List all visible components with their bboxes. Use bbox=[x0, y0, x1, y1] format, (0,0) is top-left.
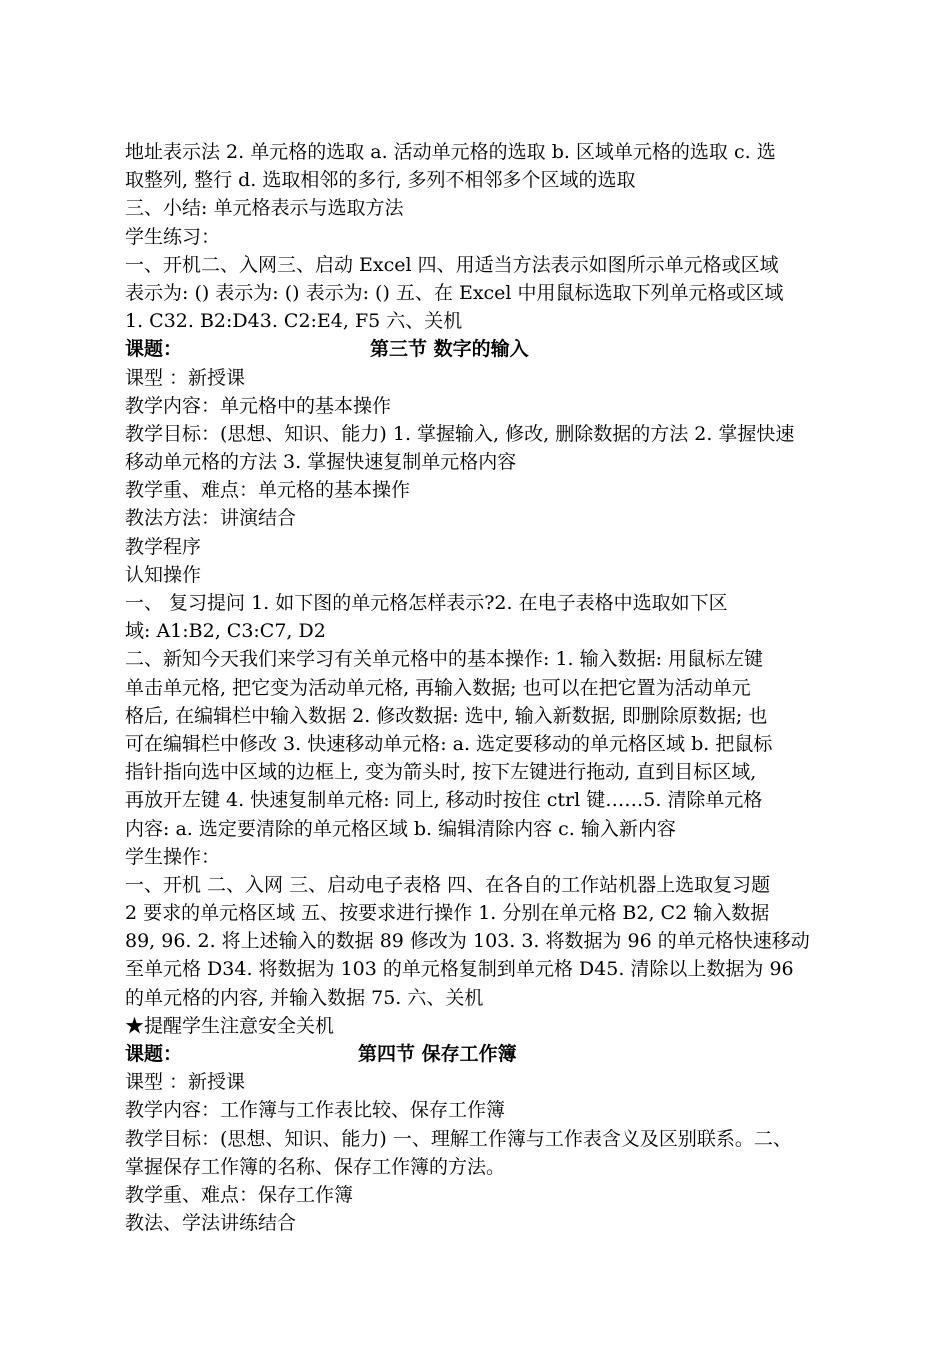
teaching-content-line: 教学内容：工作簿与工作表比较、保存工作簿 bbox=[125, 1099, 506, 1122]
text-line: 一、 复习提问 1. 如下图的单元格怎样表示?2. 在电子表格中选取如下区 bbox=[125, 592, 728, 614]
safety-reminder-line: ★提醒学生注意安全关机 bbox=[125, 1014, 335, 1037]
text-line: 至单元格 D34. 将数据为 103 的单元格复制到单元格 D45. 清除以上数据为 96 bbox=[125, 958, 794, 981]
text-line: 的单元格的内容, 并输入数据 75. 六、关机 bbox=[125, 986, 484, 1009]
teaching-goal-line: 教学目标：(思想、知识、能力) 1. 掌握输入, 修改, 删除数据的方法 2. 掌握快速 bbox=[125, 422, 795, 445]
text-line: 掌握保存工作簿的名称、保存工作簿的方法。 bbox=[125, 1155, 506, 1178]
text-line: 二、新知今天我们来学习有关单元格中的基本操作: 1. 输入数据: 用鼠标左键 bbox=[125, 648, 764, 671]
student-practice-label: 学生练习： bbox=[125, 225, 221, 248]
text-line: 可在编辑栏中修改 3. 快速移动单元格: a. 选定要移动的单元格区域 b. 把鼠标 bbox=[125, 732, 773, 755]
text-line: 单击单元格, 把它变为活动单元格, 再输入数据; 也可以在把它置为活动单元 bbox=[125, 676, 751, 699]
key-points-line: 教学重、难点：单元格的基本操作 bbox=[125, 479, 411, 502]
teaching-goal-line: 教学目标：(思想、知识、能力) 一、理解工作簿与工作表含义及区别联系。二、 bbox=[125, 1127, 792, 1150]
lesson-heading-section-3 bbox=[125, 335, 830, 363]
text-line: 格后, 在编辑栏中输入数据 2. 修改数据: 选中, 输入新数据, 即删除原数据; 也 bbox=[125, 704, 768, 727]
lesson-title: 第三节 数字的输入 bbox=[370, 338, 529, 361]
text-line: 表示为: () 表示为: () 表示为: () 五、在 Excel 中用鼠标选取下列单元格或区域 bbox=[125, 281, 784, 304]
text-line: 移动单元格的方法 3. 掌握快速复制单元格内容 bbox=[125, 451, 517, 474]
lesson-label: 课题： bbox=[125, 1043, 183, 1065]
lesson-title: 第四节 保存工作簿 bbox=[358, 1043, 517, 1065]
student-operation-label: 学生操作： bbox=[125, 845, 221, 868]
text-line: 再放开左键 4. 快速复制单元格: 同上, 移动时按住 ctrl 键……5. 清除单元格 bbox=[125, 789, 763, 812]
lesson-heading-section-4 bbox=[125, 1040, 830, 1068]
lesson-type-line: 课型 ：新授课 bbox=[125, 1071, 246, 1094]
lesson-label: 课题： bbox=[125, 338, 183, 361]
teaching-content-line: 教学内容：单元格中的基本操作 bbox=[125, 394, 392, 417]
text-line: 域: A1:B2, C3:C7, D2 bbox=[125, 620, 326, 643]
text-line: 89, 96. 2. 将上述输入的数据 89 修改为 103. 3. 将数据为 96 的单元格快速移动 bbox=[125, 930, 810, 953]
text-line: 一、开机 二、入网 三、启动电子表格 四、在各自的工作站机器上选取复习题 bbox=[125, 873, 771, 896]
teaching-method-line: 教法方法：讲演结合 bbox=[125, 507, 297, 530]
text-line: 指针指向选中区域的边框上, 变为箭头时, 按下左键进行拖动, 直到目标区域, bbox=[125, 761, 757, 784]
teaching-procedure-line: 教学程序 bbox=[125, 535, 202, 558]
cognitive-operation-line: 认知操作 bbox=[125, 563, 202, 586]
text-line: 一、开机二、入网三、启动 Excel 四、用适当方法表示如图所示单元格或区域 bbox=[125, 253, 779, 276]
teaching-method-line: 教法、学法讲练结合 bbox=[125, 1212, 297, 1235]
key-points-line: 教学重、难点：保存工作簿 bbox=[125, 1183, 354, 1206]
lesson-type-line: 课型 ：新授课 bbox=[125, 366, 246, 389]
text-line: 取整列, 整行 d. 选取相邻的多行, 多列不相邻多个区域的选取 bbox=[125, 169, 636, 192]
document-page bbox=[125, 138, 830, 1237]
text-line: 地址表示法 2. 单元格的选取 a. 活动单元格的选取 b. 区域单元格的选取 c. 选 bbox=[125, 141, 776, 163]
text-line: 内容: a. 选定要清除的单元格区域 b. 编辑清除内容 c. 输入新内容 bbox=[125, 817, 676, 840]
summary-line: 三、小结: 单元格表示与选取方法 bbox=[125, 197, 404, 220]
text-line: 2 要求的单元格区域 五、按要求进行操作 1. 分别在单元格 B2, C2 输入数据 bbox=[125, 902, 770, 925]
text-line: 1. C32. B2:D43. C2:E4, F5 六、关机 bbox=[125, 310, 463, 333]
